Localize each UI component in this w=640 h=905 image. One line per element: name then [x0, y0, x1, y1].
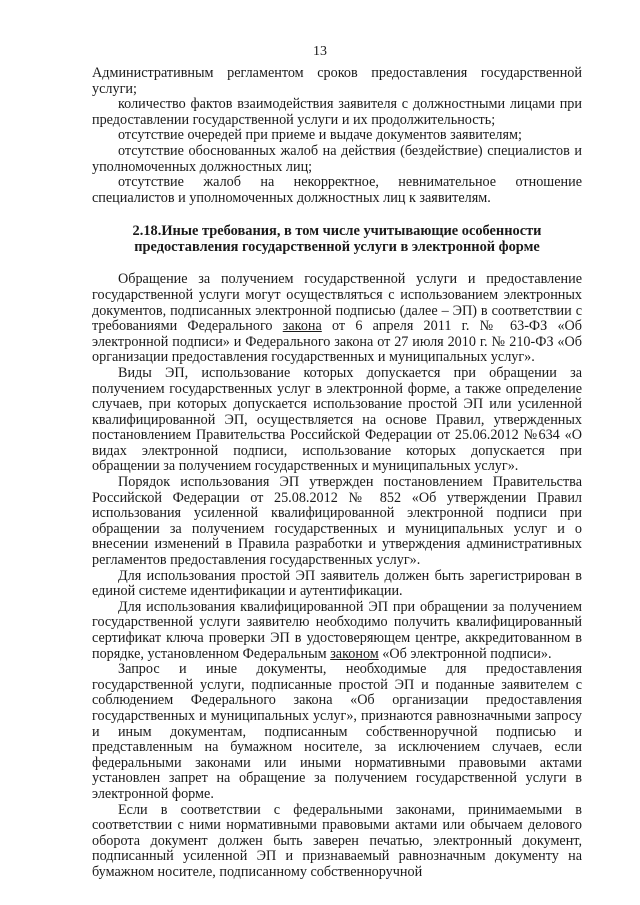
paragraph-electronic-docs-text-b: от 6 апреля 2011 г. № 63-ФЗ «Об электронной подписи» и Федерального закона от 27 июля 2010 г. № 210-ФЗ «Об организации предоставления государственных и муниципальных услуг».: [92, 318, 583, 366]
paragraph-no-justified-complaints: отсутствие обоснованных жалоб на действия (бездействие) специалистов и уполномоченных должностных лиц;: [92, 142, 582, 175]
paragraph-simple-signature: Для использования простой ЭП заявитель должен быть зарегистрирован в единой системе идентификации и аутентификации.: [92, 567, 582, 600]
paragraph-electronic-docs: [92, 272, 582, 366]
page-number: 13: [313, 44, 327, 59]
paragraph-signature-types: Виды ЭП, использование которых допускается при обращении за получением государственных услуг в электронной форме, а также определение случаев, при которых допускается использование простой ЭП или усиленной квалифицированной ЭП, осуществляется на основе Правил, утвержденных постановлением Правительства Российской Федерации от 25.06.2012 №634 «О видах электронной подписи, использование которых допускается при обращении за получением государственных и муниципальных услуг».: [92, 364, 582, 475]
paragraph-request-documents: Запрос и иные документы, необходимые для предоставления государственной услуги, подписанные простой ЭП и поданные заявителем с соблюдением Федерального закона «Об организации предоставления государственных и муниципальных услуг», признаются равнозначными запросу и иным документам, подписанным собственноручной подписью и представленным на бумажном носителе, за исключением случаев, если федеральными законами или иными нормативными правовыми актами установлен запрет на обращение за получением государственной услуги в электронной форме.: [92, 661, 582, 802]
paragraph-signature-procedure: Порядок использования ЭП утвержден постановлением Правительства Российской Федерации от 25.08.2012 № 852 «Об утверждении Правил использования усиленной квалифицированной электронной подписи при обращении за получением государственных и муниципальных услуг и о внесении изменений в Правила разработки и утверждения административных регламентов предоставления государственных услуг».: [92, 474, 582, 569]
paragraph-qualified-signature: [92, 600, 582, 662]
paragraph-regulation-terms: Административным регламентом сроков предоставления государственной услуги;: [92, 65, 582, 97]
paragraph-no-incorrect-attitude-complaints: отсутствие жалоб на некорректное, невнимательное отношение специалистов и уполномоченных должностных лиц к заявителям.: [92, 174, 582, 206]
paragraph-qualified-signature-text-b: «Об электронной подписи».: [378, 645, 552, 662]
paragraph-electronic-docs-text-a: Обращение за получением государственной услуги и предоставление государственной услуги могут осуществляться с использованием электронных документов, подписанных электронной подписью (далее – ЭП) в соответствии с требованиями Федерального: [92, 271, 582, 335]
paragraph-no-queues: отсутствие очередей при приеме и выдаче документов заявителям;: [118, 127, 522, 144]
section-heading: 2.18.Иные требования, в том числе учитывающие особенности предоставления государственной услуги в электронной форме: [132, 223, 542, 256]
federal-law-link[interactable]: законом: [330, 645, 379, 662]
paragraph-seal-requirement: Если в соответствии с федеральными законами, принимаемыми в соответствии с ними нормативными правовыми актами или обычаем делового оборота документ должен быть заверен печатью, электронный документ, подписанный усиленной ЭП и признаваемый равнозначным документу на бумажном носителе, подписанному собственноручной: [92, 801, 582, 880]
paragraph-interaction-count: количество фактов взаимодействия заявителя с должностными лицами при предоставлении государственной услуги и их продолжительность;: [92, 96, 582, 128]
document-body: [92, 66, 582, 881]
paragraph-qualified-signature-text-a: Для использования квалифицированной ЭП при обращении за получением государственной услуги заявителю необходимо получить квалифицированный сертификат ключа проверки ЭП в удостоверяющем центре, аккредитованном в порядке, установленном Федеральным: [92, 598, 582, 662]
law-link[interactable]: закона: [282, 318, 322, 335]
